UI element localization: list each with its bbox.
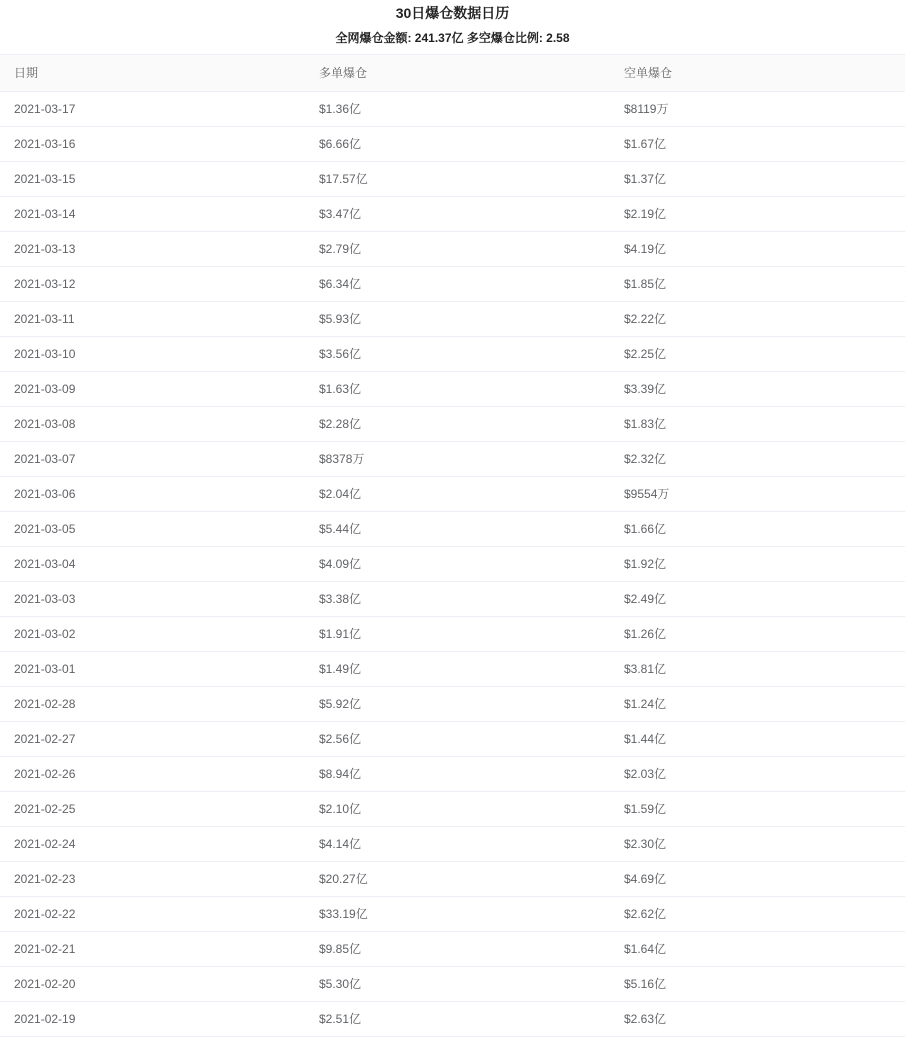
cell-short-liquidation: $3.39亿: [610, 372, 905, 407]
cell-short-liquidation: $1.37亿: [610, 162, 905, 197]
cell-date: 2021-03-10: [0, 337, 305, 372]
cell-long-liquidation: $3.56亿: [305, 337, 610, 372]
cell-date: 2021-03-11: [0, 302, 305, 337]
cell-date: 2021-03-17: [0, 92, 305, 127]
cell-date: 2021-03-02: [0, 617, 305, 652]
cell-long-liquidation: $8378万: [305, 442, 610, 477]
cell-date: 2021-03-08: [0, 407, 305, 442]
cell-long-liquidation: $6.34亿: [305, 267, 610, 302]
cell-long-liquidation: $8.94亿: [305, 757, 610, 792]
table-row[interactable]: [0, 897, 905, 932]
cell-date: 2021-03-14: [0, 197, 305, 232]
cell-long-liquidation: $2.28亿: [305, 407, 610, 442]
table-row[interactable]: [0, 512, 905, 547]
cell-long-liquidation: $33.19亿: [305, 897, 610, 932]
table-row[interactable]: [0, 267, 905, 302]
cell-long-liquidation: $9.85亿: [305, 932, 610, 967]
table-row[interactable]: [0, 827, 905, 862]
cell-long-liquidation: $20.27亿: [305, 862, 610, 897]
cell-date: 2021-02-25: [0, 792, 305, 827]
cell-long-liquidation: $2.10亿: [305, 792, 610, 827]
cell-short-liquidation: $8119万: [610, 92, 905, 127]
column-header-date[interactable]: 日期: [0, 55, 305, 92]
cell-short-liquidation: $1.44亿: [610, 722, 905, 757]
cell-date: 2021-02-19: [0, 1002, 305, 1037]
table-row[interactable]: [0, 1002, 905, 1037]
table-row[interactable]: [0, 862, 905, 897]
table-row[interactable]: [0, 757, 905, 792]
cell-date: 2021-03-09: [0, 372, 305, 407]
cell-date: 2021-03-03: [0, 582, 305, 617]
cell-short-liquidation: $1.64亿: [610, 932, 905, 967]
cell-date: 2021-02-23: [0, 862, 305, 897]
table-row[interactable]: [0, 162, 905, 197]
cell-long-liquidation: $1.91亿: [305, 617, 610, 652]
cell-long-liquidation: $3.38亿: [305, 582, 610, 617]
cell-date: 2021-02-26: [0, 757, 305, 792]
table-row[interactable]: [0, 127, 905, 162]
table-row[interactable]: [0, 687, 905, 722]
cell-date: 2021-03-07: [0, 442, 305, 477]
cell-date: 2021-02-27: [0, 722, 305, 757]
cell-long-liquidation: $1.63亿: [305, 372, 610, 407]
table-row[interactable]: [0, 617, 905, 652]
summary-line: 全网爆仓金额: 241.37亿 多空爆仓比例: 2.58: [335, 31, 570, 45]
cell-short-liquidation: $9554万: [610, 477, 905, 512]
table-row[interactable]: [0, 337, 905, 372]
cell-short-liquidation: $5.16亿: [610, 967, 905, 1002]
cell-short-liquidation: $2.30亿: [610, 827, 905, 862]
cell-long-liquidation: $4.09亿: [305, 547, 610, 582]
cell-long-liquidation: $5.44亿: [305, 512, 610, 547]
cell-date: 2021-03-15: [0, 162, 305, 197]
cell-date: 2021-03-05: [0, 512, 305, 547]
cell-short-liquidation: $4.19亿: [610, 232, 905, 267]
cell-date: 2021-03-13: [0, 232, 305, 267]
cell-date: 2021-02-28: [0, 687, 305, 722]
cell-long-liquidation: $2.51亿: [305, 1002, 610, 1037]
cell-long-liquidation: $1.36亿: [305, 92, 610, 127]
cell-date: 2021-02-21: [0, 932, 305, 967]
page-title: 30日爆仓数据日历: [395, 5, 510, 21]
table-row[interactable]: [0, 477, 905, 512]
table-row[interactable]: [0, 442, 905, 477]
cell-short-liquidation: $2.62亿: [610, 897, 905, 932]
table-row[interactable]: [0, 967, 905, 1002]
cell-date: 2021-03-16: [0, 127, 305, 162]
cell-short-liquidation: $2.19亿: [610, 197, 905, 232]
table-row[interactable]: [0, 197, 905, 232]
cell-short-liquidation: $1.67亿: [610, 127, 905, 162]
cell-date: 2021-02-20: [0, 967, 305, 1002]
cell-short-liquidation: $1.85亿: [610, 267, 905, 302]
table-row[interactable]: [0, 792, 905, 827]
table-body: [0, 92, 905, 1037]
table-row[interactable]: [0, 232, 905, 267]
column-header-short[interactable]: 空单爆仓: [610, 55, 905, 92]
cell-long-liquidation: $4.14亿: [305, 827, 610, 862]
table-row[interactable]: [0, 932, 905, 967]
cell-short-liquidation: $2.03亿: [610, 757, 905, 792]
cell-short-liquidation: $2.22亿: [610, 302, 905, 337]
table-row[interactable]: [0, 652, 905, 687]
cell-short-liquidation: $3.81亿: [610, 652, 905, 687]
cell-long-liquidation: $5.30亿: [305, 967, 610, 1002]
cell-short-liquidation: $1.59亿: [610, 792, 905, 827]
table-row[interactable]: [0, 372, 905, 407]
cell-short-liquidation: $4.69亿: [610, 862, 905, 897]
cell-long-liquidation: $5.92亿: [305, 687, 610, 722]
cell-date: 2021-03-01: [0, 652, 305, 687]
cell-long-liquidation: $3.47亿: [305, 197, 610, 232]
cell-date: 2021-02-22: [0, 897, 305, 932]
liquidation-table: [0, 54, 905, 1037]
cell-short-liquidation: $1.66亿: [610, 512, 905, 547]
table-row[interactable]: [0, 302, 905, 337]
cell-short-liquidation: $1.24亿: [610, 687, 905, 722]
cell-short-liquidation: $1.26亿: [610, 617, 905, 652]
cell-date: 2021-02-24: [0, 827, 305, 862]
cell-short-liquidation: $2.49亿: [610, 582, 905, 617]
table-row[interactable]: [0, 92, 905, 127]
cell-short-liquidation: $2.25亿: [610, 337, 905, 372]
cell-date: 2021-03-04: [0, 547, 305, 582]
table-row[interactable]: [0, 722, 905, 757]
table-header-row: [0, 55, 905, 92]
cell-long-liquidation: $6.66亿: [305, 127, 610, 162]
table-row[interactable]: [0, 582, 905, 617]
table-header: [0, 55, 905, 92]
cell-long-liquidation: $5.93亿: [305, 302, 610, 337]
cell-date: 2021-03-12: [0, 267, 305, 302]
table-row[interactable]: [0, 547, 905, 582]
cell-short-liquidation: $1.83亿: [610, 407, 905, 442]
cell-short-liquidation: $2.32亿: [610, 442, 905, 477]
cell-short-liquidation: $1.92亿: [610, 547, 905, 582]
cell-short-liquidation: $2.63亿: [610, 1002, 905, 1037]
cell-long-liquidation: $2.79亿: [305, 232, 610, 267]
column-header-long[interactable]: 多单爆仓: [305, 55, 610, 92]
cell-long-liquidation: $2.04亿: [305, 477, 610, 512]
cell-long-liquidation: $1.49亿: [305, 652, 610, 687]
cell-long-liquidation: $2.56亿: [305, 722, 610, 757]
cell-date: 2021-03-06: [0, 477, 305, 512]
cell-long-liquidation: $17.57亿: [305, 162, 610, 197]
table-row[interactable]: [0, 407, 905, 442]
